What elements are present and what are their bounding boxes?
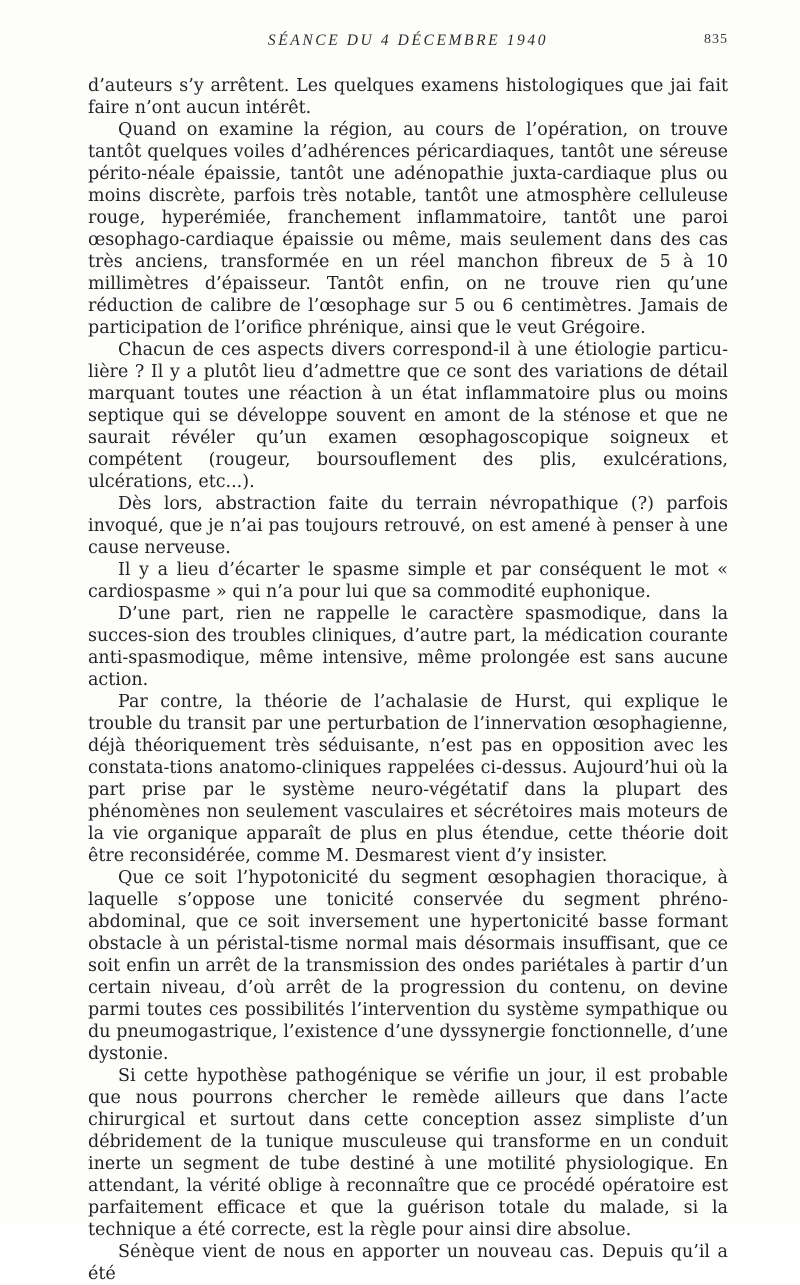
paragraph-nervous-cause: Dès lors, abstraction faite du terrain névropathique (?) parfois invoqué, que je n’ai pas toujours retrouvé, on est amené à penser à une cause nerveuse. xyxy=(88,494,728,558)
paragraph-seneque-case: Sénèque vient de nous en apporter un nouveau cas. Depuis qu’il a été xyxy=(88,1242,728,1284)
paragraph-operative-findings: Quand on examine la région, au cours de l’opération, on trouve tantôt quelques voiles d’adhérences péricardiaques, tantôt une séreuse périto-néale épaissie, tantôt une adénopathie juxta-cardiaque plus ou moins discrète, parfois très notable, tantôt une atmosphère celluleuse rouge, hyperémiée, franchement inflammatoire, tantôt une paroi œsophago-cardiaque épaissie ou même, mais seulement dans des cas très anciens, transformée en un réel manchon fibreux de 5 à 10 millimètres d’épaisseur. Tantôt enfin, on ne trouve rien qu’une réduction de calibre de l’œsophage sur 5 ou 6 centimètres. Jamais de participation de l’orifice phrénique, ainsi que le veut Grégoire. xyxy=(88,120,728,338)
paragraph-pathogenic-hypothesis: Si cette hypothèse pathogénique se vérifie un jour, il est probable que nous pourrons chercher le remède ailleurs que dans l’acte chirurgical et surtout dans cette conception assez simpliste d’un débridement de la tunique musculeuse qui transforme en un conduit inerte un segment de tube destiné à une motilité physiologique. En attendant, la vérité oblige à reconnaître que ce procédé opératoire est parfaitement efficace et que la guérison totale du malade, si la technique a été correcte, est la règle pour ainsi dire absolue. xyxy=(88,1066,728,1240)
paragraph-achalasia-theory: Par contre, la théorie de l’achalasie de Hurst, qui explique le trouble du transit par une perturbation de l’innervation œsophagienne, déjà théoriquement très séduisante, n’est pas en opposition avec les constata-tions anatomo-cliniques rappelées ci-dessus. Aujourd’hui où la part prise par le système neuro-végétatif dans la plupart des phénomènes non seulement vasculaires et sécrétoires mais moteurs de la vie organique apparaît de plus en plus étendue, cette théorie doit être reconsidérée, comme M. Desmarest vient d’y insister. xyxy=(88,692,728,866)
paragraph-spasmodic-character: D’une part, rien ne rappelle le caractère spasmodique, dans la succes-sion des troubles cliniques, d’autre part, la médication courante anti-spasmodique, même intensive, même prolongée est sans aucune action. xyxy=(88,604,728,690)
paragraph-continued: d’auteurs s’y arrêtent. Les quelques examens histologiques que jai fait faire n’ont aucun intérêt. xyxy=(88,76,728,118)
running-title: SÉANCE DU 4 DÉCEMBRE 1940 xyxy=(267,32,549,49)
running-head xyxy=(88,32,728,54)
page-number: 835 xyxy=(704,32,728,47)
body-text xyxy=(88,75,728,1285)
paragraph-cardiospasm: Il y a lieu d’écarter le spasme simple et par conséquent le mot « cardiospasme » qui n’a pour lui que sa commodité euphonique. xyxy=(88,560,728,602)
paragraph-etiology-question: Chacun de ces aspects divers correspond-il à une étiologie particu-lière ? Il y a plutôt lieu d’admettre que ce sont des variations de détail marquant toutes une réaction à un état inflammatoire plus ou moins septique qui se développe souvent en amont de la sténose et que ne saurait révéler qu’un examen œsophagoscopique soigneux et compétent (rougeur, boursouflement des plis, exulcérations, ulcérations, etc...). xyxy=(88,340,728,492)
paragraph-hypotonicity: Que ce soit l’hypotonicité du segment œsophagien thoracique, à laquelle s’oppose une tonicité conservée du segment phréno-abdominal, que ce soit inversement une hypertonicité basse formant obstacle à un péristal-tisme normal mais désormais insuffisant, que ce soit enfin un arrêt de la transmission des ondes pariétales à partir d’un certain niveau, d’où arrêt de la progression du contenu, on devine parmi toutes ces possibilités l’intervention du système sympathique ou du pneumogastrique, l’existence d’une dyssynergie fonctionnelle, d’une dystonie. xyxy=(88,868,728,1064)
